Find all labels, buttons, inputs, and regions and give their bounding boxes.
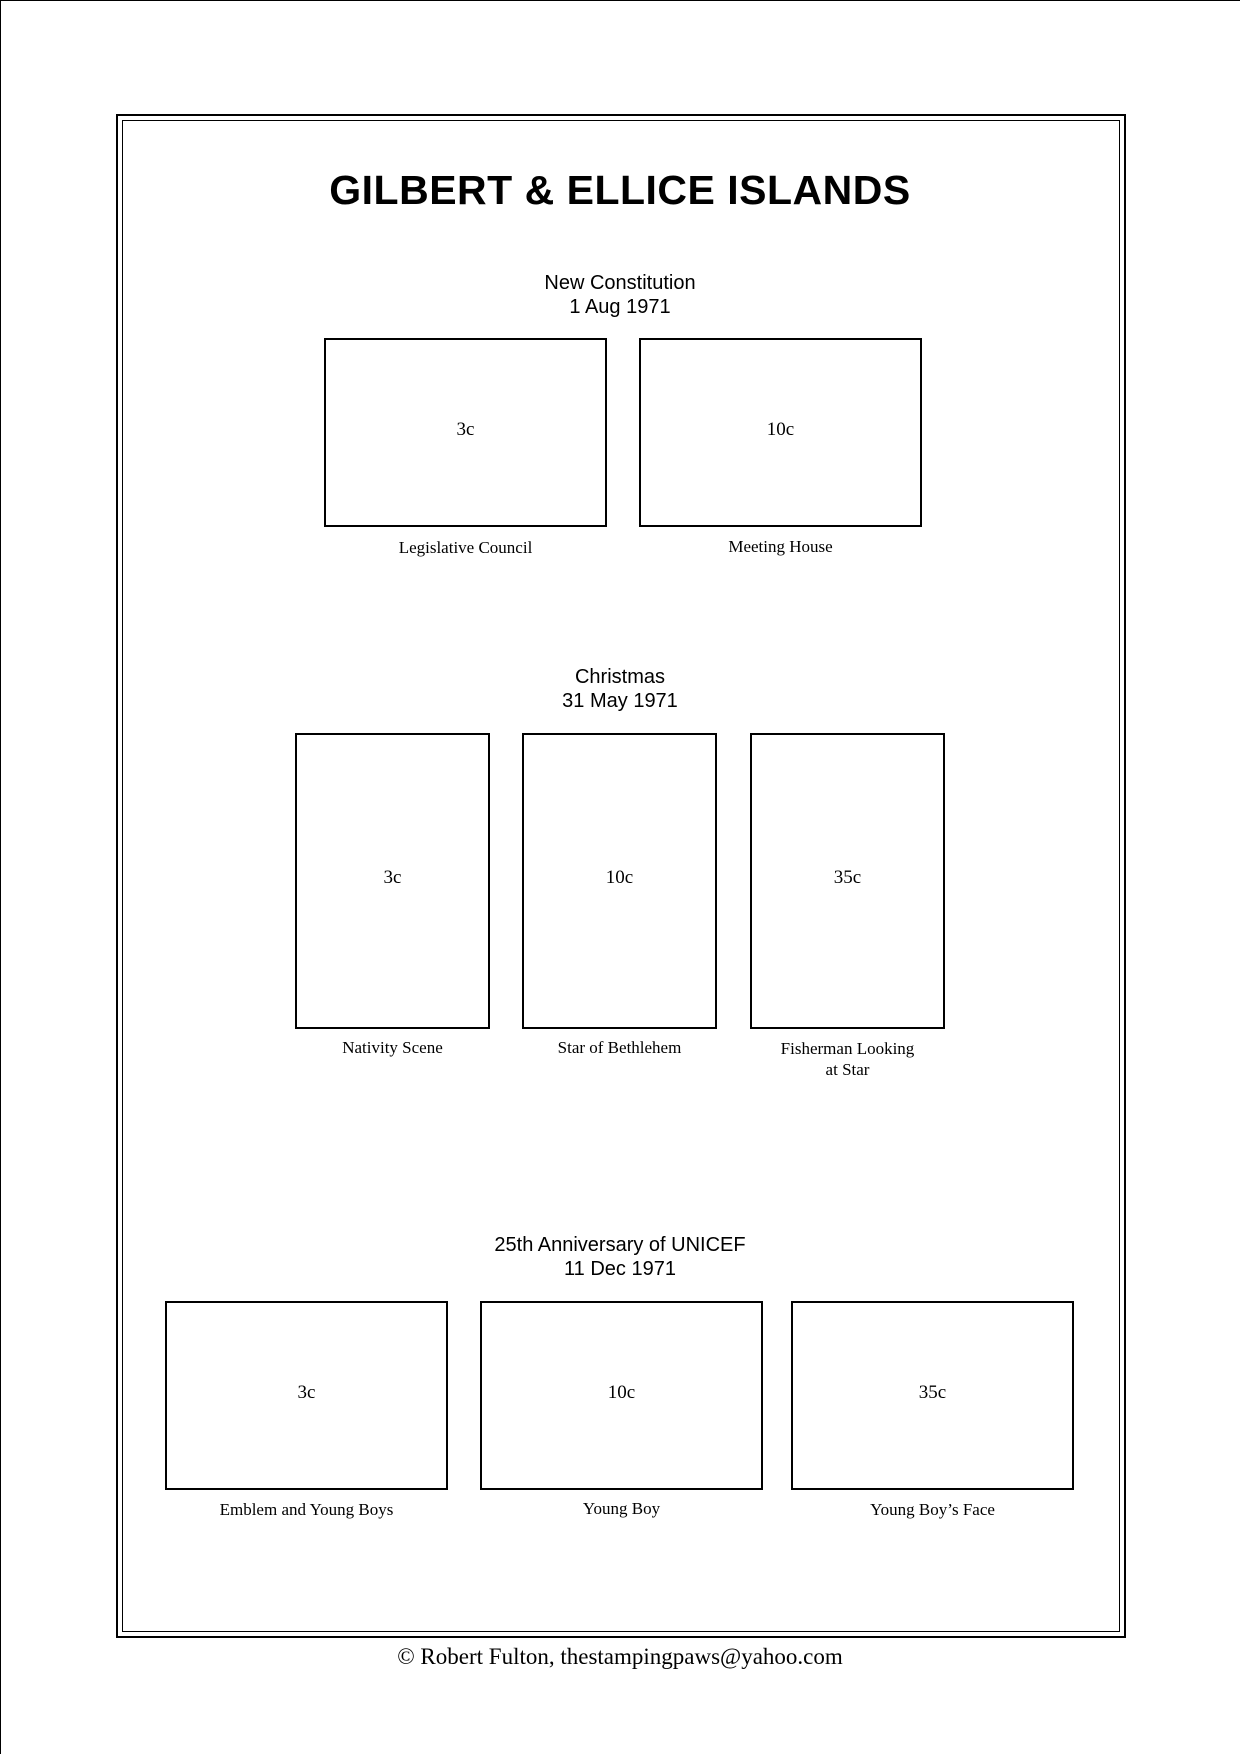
section-date: 1 Aug 1971 bbox=[569, 296, 671, 318]
stamp-caption: Meeting House bbox=[728, 537, 833, 556]
stamp-slot bbox=[522, 733, 717, 1029]
page-title: GILBERT & ELLICE ISLANDS bbox=[329, 167, 911, 213]
stamp-slot bbox=[324, 338, 607, 527]
stamp-value: 3c bbox=[297, 1381, 316, 1403]
section-heading: 25th Anniversary of UNICEF bbox=[494, 1234, 746, 1256]
stamp-value: 35c bbox=[918, 1381, 947, 1403]
stamp-value: 3c bbox=[456, 418, 475, 440]
stamp-slot bbox=[750, 733, 945, 1029]
stamp-slot bbox=[480, 1301, 763, 1490]
stamp-slot bbox=[639, 338, 922, 527]
stamp-slot bbox=[295, 733, 490, 1029]
stamp-slot bbox=[165, 1301, 448, 1490]
stamp-caption: Young Boy’s Face bbox=[870, 1500, 995, 1519]
stamp-caption: Nativity Scene bbox=[342, 1038, 443, 1057]
stamp-value: 10c bbox=[605, 867, 634, 888]
stamp-value: 3c bbox=[383, 867, 402, 888]
stamp-slot bbox=[791, 1301, 1074, 1490]
stamp-caption: Emblem and Young Boys bbox=[219, 1500, 394, 1519]
stamp-value: 35c bbox=[833, 867, 862, 888]
section-heading: Christmas bbox=[574, 666, 665, 688]
stamp-caption: Legislative Council bbox=[398, 538, 533, 557]
stamp-value: 10c bbox=[766, 418, 795, 440]
section-heading: New Constitution bbox=[544, 272, 696, 294]
section-date: 31 May 1971 bbox=[562, 690, 678, 712]
stamp-caption-line: Fisherman Looking bbox=[780, 1039, 915, 1058]
stamp-caption: Young Boy bbox=[582, 1499, 661, 1518]
stamp-caption bbox=[750, 1038, 945, 1080]
stamp-caption: Star of Bethlehem bbox=[557, 1038, 682, 1057]
stamp-caption-line: at Star bbox=[825, 1060, 870, 1079]
page-top-edge bbox=[0, 0, 1240, 1]
page-left-edge bbox=[0, 0, 1, 1754]
copyright-footer: © Robert Fulton, thestampingpaws@yahoo.com bbox=[397, 1644, 843, 1669]
stamp-value: 10c bbox=[607, 1381, 636, 1403]
section-date: 11 Dec 1971 bbox=[564, 1258, 676, 1280]
